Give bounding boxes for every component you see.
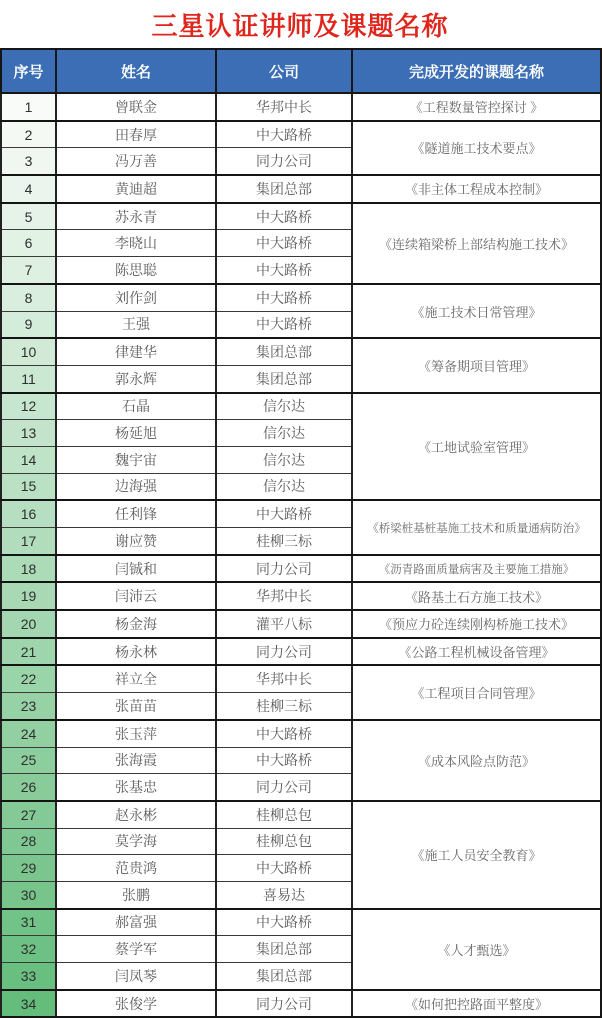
row-number-cell: 8 — [1, 284, 56, 311]
header-topic: 完成开发的课题名称 — [352, 49, 601, 93]
company-cell: 中大路桥 — [216, 500, 352, 527]
row-number-cell: 7 — [1, 257, 56, 284]
row-number-cell: 26 — [1, 774, 56, 801]
company-cell: 中大路桥 — [216, 909, 352, 936]
table-row — [1, 284, 601, 311]
company-cell: 集团总部 — [216, 338, 352, 365]
table-row — [1, 338, 601, 365]
row-number-cell: 19 — [1, 582, 56, 610]
table-row — [1, 121, 601, 148]
company-cell: 集团总部 — [216, 175, 352, 203]
name-cell: 王强 — [56, 311, 216, 338]
company-cell: 中大路桥 — [216, 720, 352, 747]
name-cell: 黄迪超 — [56, 175, 216, 203]
row-number-cell: 30 — [1, 881, 56, 908]
name-cell: 张俊学 — [56, 990, 216, 1018]
company-cell: 中大路桥 — [216, 284, 352, 311]
name-cell: 杨金海 — [56, 610, 216, 638]
company-cell: 华邦中长 — [216, 665, 352, 692]
table-row — [1, 720, 601, 747]
topic-cell: 《如何把控路面平整度》 — [352, 990, 601, 1018]
topic-cell: 《人才甄选》 — [352, 909, 601, 990]
company-cell: 信尔达 — [216, 473, 352, 500]
topic-cell: 《工程项目合同管理》 — [352, 665, 601, 719]
row-number-cell: 5 — [1, 203, 56, 230]
name-cell: 闫铖和 — [56, 555, 216, 583]
name-cell: 律建华 — [56, 338, 216, 365]
name-cell: 蔡学军 — [56, 936, 216, 963]
table-row — [1, 909, 601, 936]
table-row — [1, 93, 601, 121]
name-cell: 陈思聪 — [56, 257, 216, 284]
row-number-cell: 17 — [1, 528, 56, 555]
table-row — [1, 990, 601, 1018]
name-cell: 杨延旭 — [56, 420, 216, 447]
topic-cell: 《连续箱梁桥上部结构施工技术》 — [352, 203, 601, 284]
company-cell: 华邦中长 — [216, 93, 352, 121]
topic-cell: 《施工人员安全教育》 — [352, 801, 601, 909]
company-cell: 中大路桥 — [216, 230, 352, 257]
row-number-cell: 11 — [1, 365, 56, 392]
company-cell: 中大路桥 — [216, 121, 352, 148]
name-cell: 冯万善 — [56, 148, 216, 175]
table-row — [1, 393, 601, 420]
topic-cell: 《筹备期项目管理》 — [352, 338, 601, 392]
row-number-cell: 18 — [1, 555, 56, 583]
row-number-cell: 13 — [1, 420, 56, 447]
row-number-cell: 31 — [1, 909, 56, 936]
topic-cell: 《公路工程机械设备管理》 — [352, 638, 601, 666]
name-cell: 郝富强 — [56, 909, 216, 936]
topic-cell: 《隧道施工技术要点》 — [352, 121, 601, 175]
name-cell: 杨永林 — [56, 638, 216, 666]
name-cell: 田春厚 — [56, 121, 216, 148]
row-number-cell: 3 — [1, 148, 56, 175]
table-row — [1, 500, 601, 527]
name-cell: 郭永辉 — [56, 365, 216, 392]
row-number-cell: 4 — [1, 175, 56, 203]
company-cell: 同力公司 — [216, 148, 352, 175]
row-number-cell: 15 — [1, 473, 56, 500]
row-number-cell: 14 — [1, 446, 56, 473]
name-cell: 苏永青 — [56, 203, 216, 230]
topic-cell: 《非主体工程成本控制》 — [352, 175, 601, 203]
name-cell: 边海强 — [56, 473, 216, 500]
name-cell: 赵永彬 — [56, 801, 216, 828]
table-row — [1, 665, 601, 692]
table-row — [1, 638, 601, 666]
company-cell: 桂柳三标 — [216, 528, 352, 555]
company-cell: 华邦中长 — [216, 582, 352, 610]
table-header — [1, 49, 601, 93]
row-number-cell: 10 — [1, 338, 56, 365]
row-number-cell: 16 — [1, 500, 56, 527]
row-number-cell: 23 — [1, 693, 56, 720]
topic-cell: 《路基土石方施工技术》 — [352, 582, 601, 610]
company-cell: 中大路桥 — [216, 311, 352, 338]
company-cell: 信尔达 — [216, 446, 352, 473]
topic-cell: 《桥梁桩基桩基施工技术和质量通病防治》 — [352, 500, 601, 554]
company-cell: 同力公司 — [216, 555, 352, 583]
lecturer-table — [0, 48, 602, 1018]
topic-cell: 《工程数量管控探讨 》 — [352, 93, 601, 121]
row-number-cell: 6 — [1, 230, 56, 257]
company-cell: 桂柳三标 — [216, 693, 352, 720]
row-number-cell: 12 — [1, 393, 56, 420]
row-number-cell: 22 — [1, 665, 56, 692]
row-number-cell: 32 — [1, 936, 56, 963]
company-cell: 桂柳总包 — [216, 828, 352, 855]
name-cell: 魏宇宙 — [56, 446, 216, 473]
page-title: 三星认证讲师及课题名称 — [151, 10, 449, 41]
row-number-cell: 25 — [1, 747, 56, 774]
company-cell: 集团总部 — [216, 936, 352, 963]
row-number-cell: 24 — [1, 720, 56, 747]
company-cell: 集团总部 — [216, 365, 352, 392]
header-name: 姓名 — [56, 49, 216, 93]
company-cell: 同力公司 — [216, 774, 352, 801]
row-number-cell: 29 — [1, 855, 56, 882]
name-cell: 张鹏 — [56, 881, 216, 908]
row-number-cell: 2 — [1, 121, 56, 148]
row-number-cell: 9 — [1, 311, 56, 338]
row-number-cell: 34 — [1, 990, 56, 1018]
name-cell: 谢应赞 — [56, 528, 216, 555]
company-cell: 信尔达 — [216, 393, 352, 420]
name-cell: 任利锋 — [56, 500, 216, 527]
table-body — [1, 93, 601, 1017]
name-cell: 李晓山 — [56, 230, 216, 257]
table-row — [1, 582, 601, 610]
table-row — [1, 175, 601, 203]
row-number-cell: 27 — [1, 801, 56, 828]
row-number-cell: 20 — [1, 610, 56, 638]
name-cell: 范贵鸿 — [56, 855, 216, 882]
company-cell: 中大路桥 — [216, 747, 352, 774]
topic-cell: 《工地试验室管理》 — [352, 393, 601, 501]
name-cell: 曾联金 — [56, 93, 216, 121]
name-cell: 刘作剑 — [56, 284, 216, 311]
row-number-cell: 33 — [1, 963, 56, 990]
table-row — [1, 555, 601, 583]
row-number-cell: 21 — [1, 638, 56, 666]
company-cell: 桂柳总包 — [216, 801, 352, 828]
company-cell: 信尔达 — [216, 420, 352, 447]
name-cell: 闫凤琴 — [56, 963, 216, 990]
company-cell: 同力公司 — [216, 638, 352, 666]
name-cell: 张苗苗 — [56, 693, 216, 720]
name-cell: 张玉萍 — [56, 720, 216, 747]
company-cell: 灌平八标 — [216, 610, 352, 638]
table-row — [1, 610, 601, 638]
name-cell: 石晶 — [56, 393, 216, 420]
header-company: 公司 — [216, 49, 352, 93]
company-cell: 喜易达 — [216, 881, 352, 908]
row-number-cell: 1 — [1, 93, 56, 121]
name-cell: 莫学海 — [56, 828, 216, 855]
topic-cell: 《预应力砼连续刚构桥施工技术》 — [352, 610, 601, 638]
header-row — [1, 49, 601, 93]
name-cell: 张海霞 — [56, 747, 216, 774]
table-row — [1, 203, 601, 230]
row-number-cell: 28 — [1, 828, 56, 855]
table-row — [1, 801, 601, 828]
company-cell: 中大路桥 — [216, 855, 352, 882]
name-cell: 祥立全 — [56, 665, 216, 692]
topic-cell: 《成本风险点防范》 — [352, 720, 601, 801]
company-cell: 中大路桥 — [216, 203, 352, 230]
company-cell: 集团总部 — [216, 963, 352, 990]
topic-cell: 《沥青路面质量病害及主要施工措施》 — [352, 555, 601, 583]
company-cell: 中大路桥 — [216, 257, 352, 284]
name-cell: 闫沛云 — [56, 582, 216, 610]
header-no: 序号 — [1, 49, 56, 93]
name-cell: 张基忠 — [56, 774, 216, 801]
company-cell: 同力公司 — [216, 990, 352, 1018]
topic-cell: 《施工技术日常管理》 — [352, 284, 601, 338]
